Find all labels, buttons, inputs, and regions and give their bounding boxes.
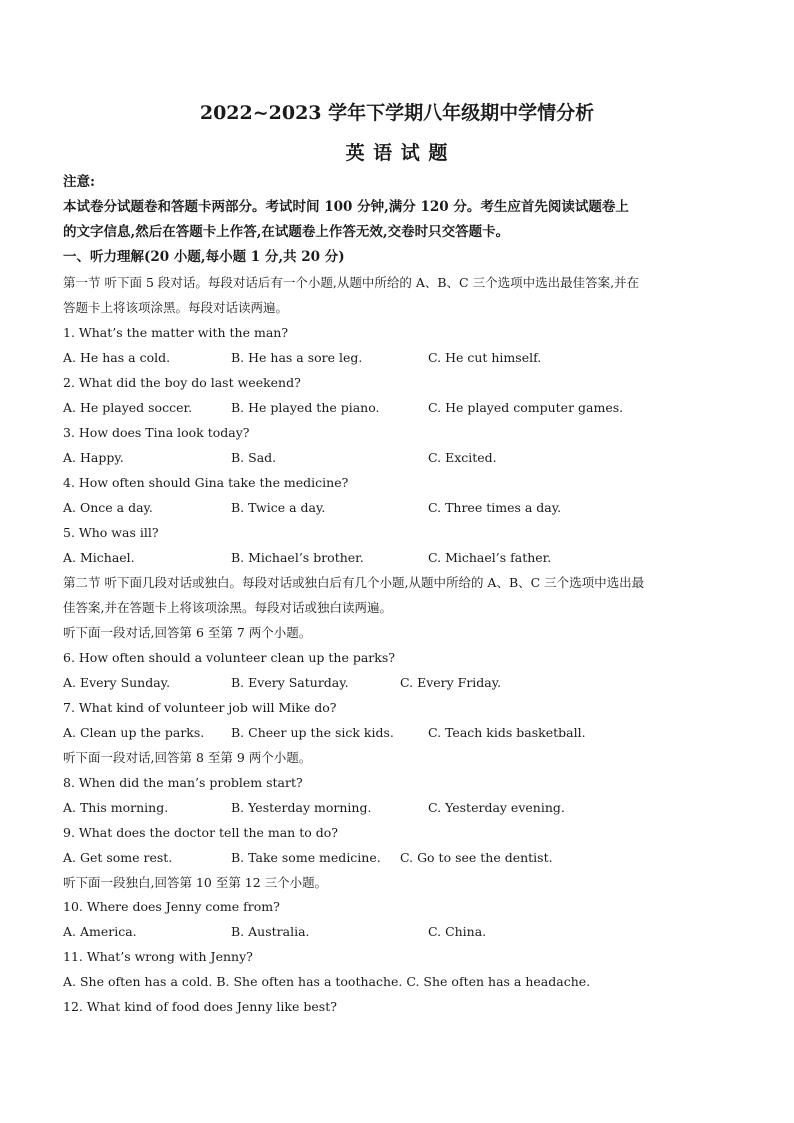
subject-title: 英 语 试 题 — [345, 142, 449, 164]
instruction-q8-q9: 听下面一段对话,回答第 8 至第 9 两个小题。 — [63, 750, 312, 765]
question-11: 11. What’s wrong with Jenny? — [63, 949, 253, 964]
question-12: 12. What kind of food does Jenny like best? — [63, 999, 337, 1014]
q2-option-c: C. He played computer games. — [428, 400, 624, 415]
q10-option-c: C. China. — [428, 924, 487, 939]
q6-option-b: B. Every Saturday. — [231, 675, 349, 690]
part1-instruction-1: 第一节 听下面 5 段对话。每段对话后有一个小题,从题中所给的 A、B、C 三个选项中选出最佳答案,并在 — [63, 275, 640, 290]
q4-option-c: C. Three times a day. — [428, 500, 562, 515]
question-9: 9. What does the doctor tell the man to do? — [63, 825, 338, 840]
q5-option-a: A. Michael. — [63, 550, 135, 565]
question-1: 1. What’s the matter with the man? — [63, 325, 289, 340]
question-7: 7. What kind of volunteer job will Mike do? — [63, 700, 337, 715]
q8-option-a: A. This morning. — [63, 800, 169, 815]
q3-option-b: B. Sad. — [231, 450, 277, 465]
q9-option-b: B. Take some medicine. — [231, 850, 381, 865]
q1-option-c: C. He cut himself. — [428, 350, 542, 365]
instruction-q6-q7: 听下面一段对话,回答第 6 至第 7 两个小题。 — [63, 625, 312, 640]
notice-line-2: 的文字信息,然后在答题卡上作答,在试题卷上作答无效,交卷时只交答题卡。 — [63, 224, 510, 240]
question-4: 4. How often should Gina take the medicine? — [63, 475, 349, 490]
q6-option-c: C. Every Friday. — [400, 675, 502, 690]
q1-option-a: A. He has a cold. — [63, 350, 171, 365]
notice-label: 注意: — [63, 174, 95, 190]
q9-option-c: C. Go to see the dentist. — [400, 850, 553, 865]
q4-option-b: B. Twice a day. — [231, 500, 326, 515]
q5-option-c: C. Michael’s father. — [428, 550, 552, 565]
question-2: 2. What did the boy do last weekend? — [63, 375, 301, 390]
instruction-q10-q12: 听下面一段独白,回答第 10 至第 12 三个小题。 — [63, 875, 328, 890]
q7-option-b: B. Cheer up the sick kids. — [231, 725, 394, 740]
part2-instruction-1: 第二节 听下面几段对话或独白。每段对话或独白后有几个小题,从题中所给的 A、B、C 三个选项中选出最 — [63, 575, 645, 590]
q3-option-c: C. Excited. — [428, 450, 497, 465]
q1-option-b: B. He has a sore leg. — [231, 350, 363, 365]
q2-option-a: A. He played soccer. — [63, 400, 193, 415]
q8-option-c: C. Yesterday evening. — [428, 800, 565, 815]
q9-option-a: A. Get some rest. — [63, 850, 173, 865]
q10-option-b: B. Australia. — [231, 924, 310, 939]
q4-option-a: A. Once a day. — [63, 500, 153, 515]
q7-option-c: C. Teach kids basketball. — [428, 725, 586, 740]
q11-options: A. She often has a cold. B. She often has a toothache. C. She often has a headache. — [63, 974, 591, 989]
section-heading: 一、听力理解(20 小题,每小题 1 分,共 20 分) — [63, 249, 345, 265]
question-3: 3. How does Tina look today? — [63, 425, 250, 440]
notice-line-1: 本试卷分试题卷和答题卡两部分。考试时间 100 分钟,满分 120 分。考生应首先阅读试题卷上 — [63, 199, 629, 215]
part1-instruction-2: 答题卡上将该项涂黑。每段对话读两遍。 — [63, 300, 289, 315]
part2-instruction-2: 佳答案,并在答题卡上将该项涂黑。每段对话或独白读两遍。 — [63, 600, 392, 615]
question-10: 10. Where does Jenny come from? — [63, 899, 280, 914]
q7-option-a: A. Clean up the parks. — [63, 725, 205, 740]
q10-option-a: A. America. — [63, 924, 137, 939]
q2-option-b: B. He played the piano. — [231, 400, 380, 415]
q3-option-a: A. Happy. — [63, 450, 124, 465]
q5-option-b: B. Michael’s brother. — [231, 550, 364, 565]
q6-option-a: A. Every Sunday. — [63, 675, 171, 690]
question-8: 8. When did the man’s problem start? — [63, 775, 303, 790]
question-5: 5. Who was ill? — [63, 525, 159, 540]
exam-title: 2022~2023 学年下学期八年级期中学情分析 — [199, 102, 595, 124]
q8-option-b: B. Yesterday morning. — [231, 800, 372, 815]
question-6: 6. How often should a volunteer clean up the parks? — [63, 650, 395, 665]
